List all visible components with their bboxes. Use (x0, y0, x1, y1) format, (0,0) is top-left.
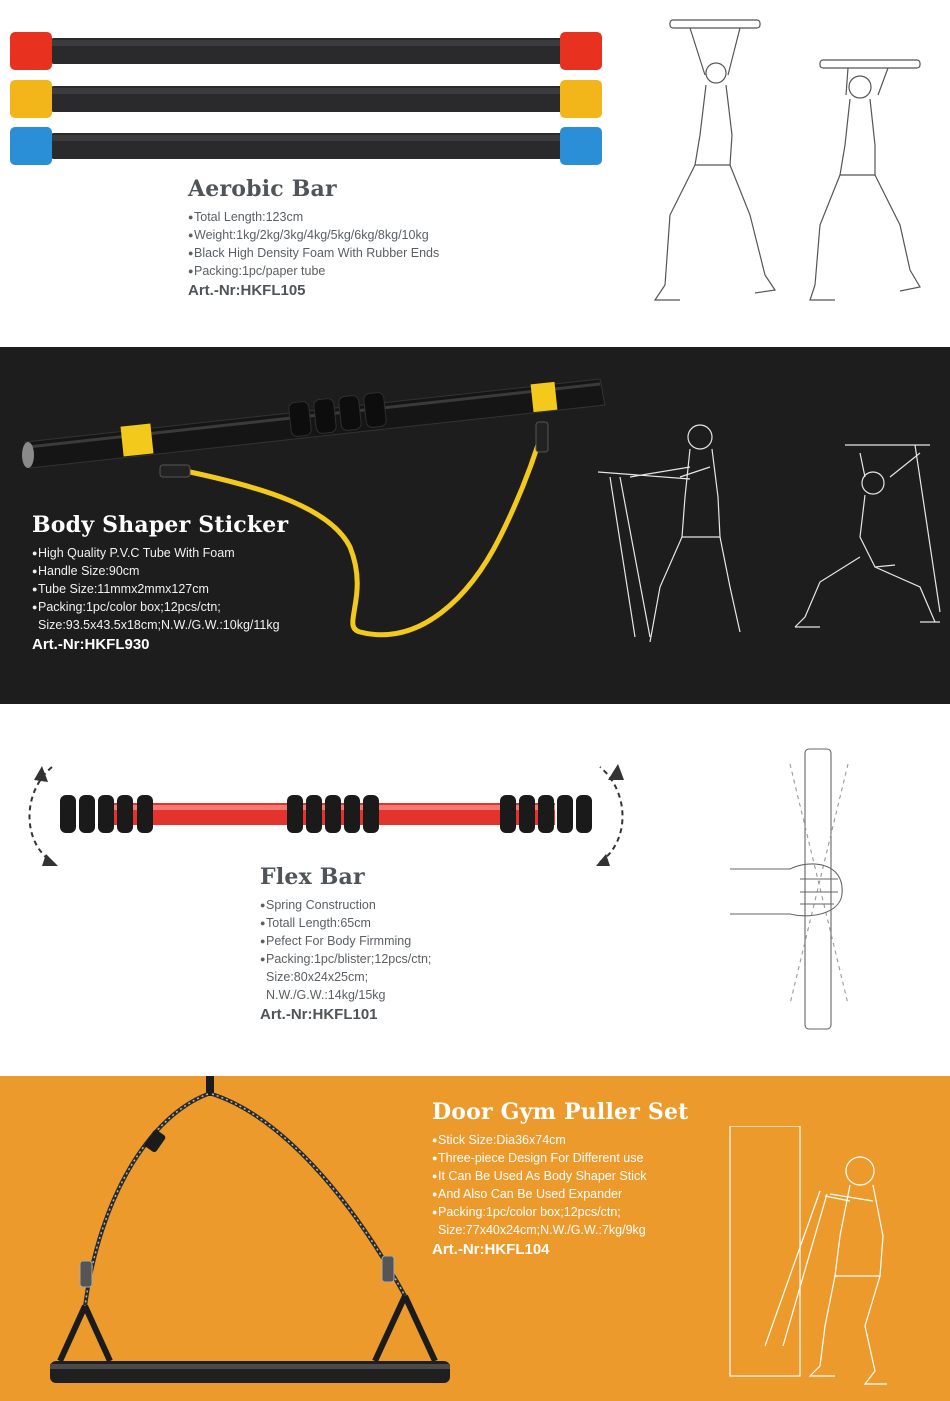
spec-item: ●Tube Size:11mmx2mmx127cm (32, 582, 209, 596)
product-title: Door Gym Puller Set (432, 1099, 689, 1125)
spec-list (188, 208, 439, 280)
flex-bar-info (260, 864, 431, 1023)
spec-list (432, 1131, 689, 1239)
spec-item: ●Three-piece Design For Different use (432, 1151, 644, 1165)
aerobic-exercise-illustration (650, 15, 940, 315)
aerobic-bar-section (0, 0, 950, 347)
spec-item: ●Total Length:123cm (188, 210, 304, 224)
spec-item: ●Packing:1pc/paper tube (188, 264, 326, 278)
article-number: Art.-Nr:HKFL104 (432, 1241, 550, 1258)
article-number: Art.-Nr:HKFL105 (188, 282, 306, 299)
spec-continuation: N.W./G.W.:14kg/15kg (266, 988, 386, 1002)
body-shaper-exercise-illustration (590, 417, 950, 657)
door-gym-section (0, 1076, 950, 1401)
spec-item: ●Pefect For Body Firmming (260, 934, 412, 948)
body-shaper-section (0, 347, 950, 704)
product-title: Body Shaper Sticker (32, 512, 289, 538)
door-gym-image (30, 1076, 450, 1401)
spec-item: ●It Can Be Used As Body Shaper Stick (432, 1169, 647, 1183)
spec-item: ●Stick Size:Dia36x74cm (432, 1133, 566, 1147)
spec-item: ●Weight:1kg/2kg/3kg/4kg/5kg/6kg/8kg/10kg (188, 228, 429, 242)
spec-item: ●Totall Length:65cm (260, 916, 371, 930)
spec-item: ●Packing:1pc/color box;12pcs/ctn; Size:77x40x24cm;N.W./G.W.:7kg/9kg (432, 1203, 689, 1239)
spec-list (260, 896, 431, 1004)
spec-item: ●Packing:1pc/color box;12pcs/ctn; Size:93.5x43.5x18cm;N.W./G.W.:10kg/11kg (32, 598, 288, 634)
spec-item: ●Black High Density Foam With Rubber Ends (188, 246, 440, 260)
spec-continuation: Size:80x24x25cm; (266, 970, 369, 984)
product-title: Flex Bar (260, 864, 365, 890)
spec-item: ●Packing:1pc/blister;12pcs/ctn; Size:80x24x25cm; N.W./G.W.:14kg/15kg (260, 952, 432, 1002)
spec-item: ●Spring Construction (260, 898, 376, 912)
article-number: Art.-Nr:HKFL101 (260, 1006, 378, 1023)
spec-list (32, 544, 288, 634)
aerobic-bar-info (188, 176, 439, 299)
spec-item: ●High Quality P.V.C Tube With Foam (32, 546, 235, 560)
article-number: Art.-Nr:HKFL930 (32, 636, 150, 653)
spec-item: ●Handle Size:90cm (32, 564, 140, 578)
flex-bar-image (55, 789, 605, 839)
body-shaper-info (32, 512, 288, 653)
spec-continuation: Size:93.5x43.5x18cm;N.W./G.W.:10kg/11kg (38, 618, 280, 632)
spec-item: ●And Also Can Be Used Expander (432, 1187, 623, 1201)
aerobic-bars-image (0, 0, 620, 175)
door-gym-info (432, 1099, 689, 1258)
spec-continuation: Size:77x40x24cm;N.W./G.W.:7kg/9kg (438, 1223, 646, 1237)
flex-bar-section (0, 704, 950, 1076)
product-title: Aerobic Bar (188, 176, 337, 202)
flex-bar-exercise-illustration (730, 744, 880, 1034)
door-gym-exercise-illustration (715, 1126, 925, 1396)
